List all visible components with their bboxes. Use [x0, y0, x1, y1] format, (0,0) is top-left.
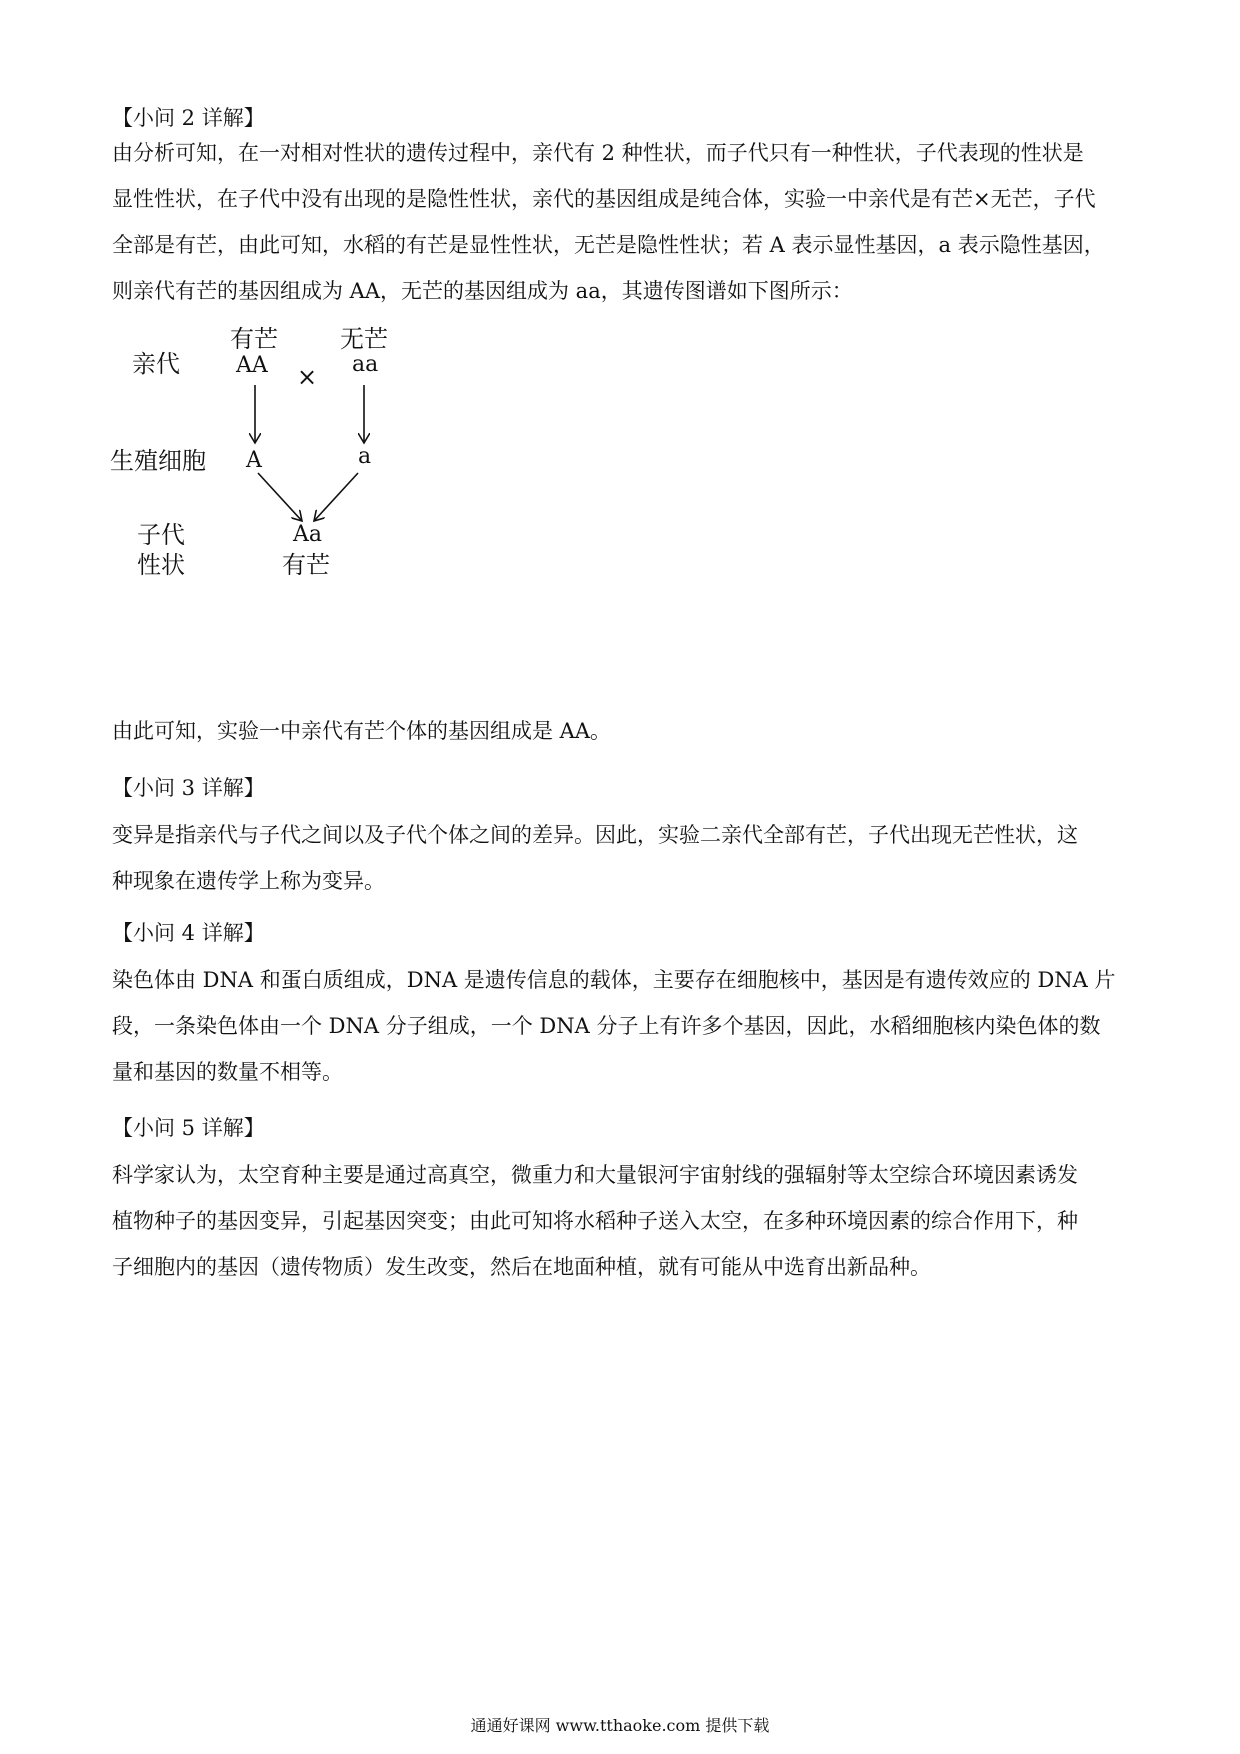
q3-line: 种现象在遗传学上称为变异。 [112, 869, 385, 893]
q5-heading: 【小问 5 详解】 [112, 1116, 265, 1140]
q2-conclusion-line: 由此可知，实验一中亲代有芒个体的基因组成是 AA。 [112, 719, 612, 743]
q2-heading: 【小问 2 详解】 [112, 106, 265, 130]
q3-paragraph [112, 812, 1132, 904]
page-footer: 通通好课网 www.tthaoke.com 提供下载 [470, 1716, 770, 1735]
q2-line: 则亲代有芒的基因组成为 AA，无芒的基因组成为 aa，其遗传图谱如下图所示： [112, 279, 853, 303]
parent2-genotype: aa [352, 352, 379, 377]
diagram-arrows [130, 355, 510, 655]
q4-paragraph [112, 957, 1132, 1095]
row-label-gamete: 生殖细胞 [110, 447, 206, 475]
offspring-genotype: Aa [293, 522, 323, 547]
row-label-trait: 性状 [137, 551, 185, 579]
row-label-parent: 亲代 [132, 350, 180, 378]
q3-heading: 【小问 3 详解】 [112, 776, 265, 800]
q5-line: 子细胞内的基因（遗传物质）发生改变，然后在地面种植，就有可能从中选育出新品种。 [112, 1255, 931, 1279]
offspring-trait: 有芒 [282, 551, 330, 579]
q5-line: 科学家认为，太空育种主要是通过高真空，微重力和大量银河宇宙射线的强辐射等太空综合环境因素诱发 [112, 1163, 1078, 1187]
parent1-trait: 有芒 [230, 325, 278, 353]
arrow-gamete2-to-offspring [314, 473, 358, 521]
gamete-dominant: A [246, 448, 262, 473]
q2-line: 全部是有芒，由此可知，水稻的有芒是显性性状，无芒是隐性性状；若 A 表示显性基因，a 表示隐性基因， [112, 233, 1105, 257]
q5-line: 植物种子的基因变异，引起基因突变；由此可知将水稻种子送入太空，在多种环境因素的综合作用下，种 [112, 1209, 1078, 1233]
q3-line: 变异是指亲代与子代之间以及子代个体之间的差异。因此，实验二亲代全部有芒，子代出现无芒性状，这 [112, 823, 1078, 847]
q2-line: 由分析可知，在一对相对性状的遗传过程中，亲代有 2 种性状，而子代只有一种性状，子代表现的性状是 [112, 141, 1084, 165]
q2-paragraph [112, 130, 1132, 314]
q4-line: 量和基因的数量不相等。 [112, 1060, 343, 1084]
q2-line: 显性性状，在子代中没有出现的是隐性性状，亲代的基因组成是纯合体，实验一中亲代是有芒×无芒，子代 [112, 187, 1096, 211]
q4-line: 染色体由 DNA 和蛋白质组成，DNA 是遗传信息的载体，主要存在细胞核中，基因是有遗传效应的 DNA 片 [112, 968, 1116, 992]
parent1-genotype: AA [236, 353, 268, 378]
q4-line: 段，一条染色体由一个 DNA 分子组成，一个 DNA 分子上有许多个基因，因此，水稻细胞核内染色体的数 [112, 1014, 1101, 1038]
row-label-offspring: 子代 [137, 521, 185, 549]
gamete-recessive: a [358, 444, 372, 469]
parent2-trait: 无芒 [340, 325, 388, 353]
q2-conclusion [112, 708, 1132, 754]
q4-heading: 【小问 4 详解】 [112, 921, 265, 945]
genetic-cross-diagram [110, 325, 510, 655]
cross-symbol: × [297, 363, 318, 391]
q5-paragraph [112, 1152, 1132, 1290]
arrow-gamete1-to-offspring [258, 473, 302, 521]
